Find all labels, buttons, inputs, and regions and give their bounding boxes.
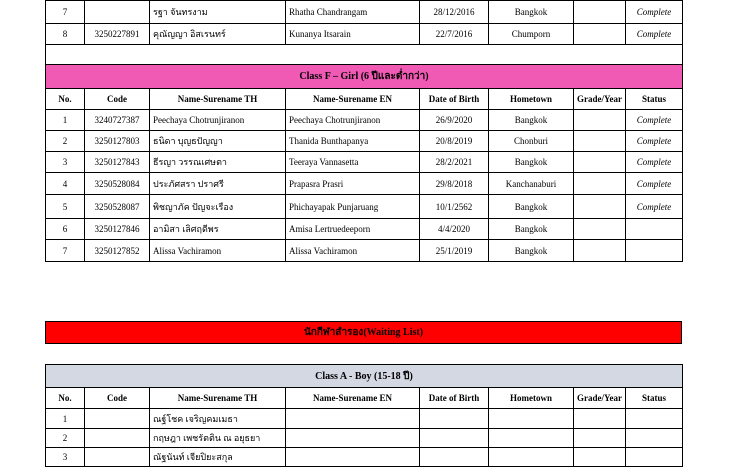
row-grade [574,409,626,429]
row-dob: 10/1/2562 [420,195,489,219]
row-hometown [489,429,574,448]
table-row [46,195,683,219]
row-hometown: Bangkok [489,152,574,173]
row-status: Complete [626,110,683,131]
table-row [46,24,683,45]
row-grade [574,429,626,448]
row-hometown [489,448,574,467]
waiting-list-title: นักกีฬาสำรอง(Waiting List) [46,322,682,344]
row-code: 3250127803 [85,131,150,152]
row-name-en: Amisa Lertruedeeporn [286,219,420,240]
row-hometown: Bangkok [489,1,574,24]
row-code [85,429,150,448]
row-code: 3250227891 [85,24,150,45]
row-status: Complete [626,152,683,173]
row-code: 3250127846 [85,219,150,240]
table-row [46,152,683,173]
table-row [46,409,683,429]
class-a-rows [46,409,683,467]
row-status [626,448,683,467]
spacer-row [46,45,683,65]
row-name-th: ธนิดา บุญธปัญญา [150,131,286,152]
column-header: Date of Birth [420,89,489,110]
row-name-en [286,448,420,467]
row-number: 7 [46,1,85,24]
table-row [46,110,683,131]
row-grade [574,131,626,152]
column-header: Status [626,89,683,110]
row-hometown: Chonburi [489,131,574,152]
column-header: Hometown [489,388,574,409]
row-code: 3250528084 [85,173,150,195]
column-header: Name-Surename EN [286,388,420,409]
row-grade [574,1,626,24]
row-code: 3250528087 [85,195,150,219]
row-number: 4 [46,173,85,195]
table-row [46,1,683,24]
row-dob: 4/4/2020 [420,219,489,240]
row-dob: 25/1/2019 [420,240,489,262]
column-header: No. [46,89,85,110]
row-grade [574,24,626,45]
row-number: 8 [46,24,85,45]
row-dob: 26/9/2020 [420,110,489,131]
row-grade [574,152,626,173]
roster-table [45,0,683,262]
row-code: 3250127843 [85,152,150,173]
row-status: Complete [626,131,683,152]
column-header: Code [85,89,150,110]
column-header: Grade/Year [574,89,626,110]
row-status: Complete [626,24,683,45]
row-number: 1 [46,409,85,429]
waiting-list-table [45,321,682,344]
row-hometown: Bangkok [489,240,574,262]
row-number: 2 [46,131,85,152]
row-dob [420,409,489,429]
row-status: Complete [626,1,683,24]
row-dob: 22/7/2016 [420,24,489,45]
row-status [626,219,683,240]
row-status [626,240,683,262]
row-code [85,409,150,429]
column-header: Code [85,388,150,409]
row-code [85,1,150,24]
row-name-th: ธีรญา วรรณเศษตา [150,152,286,173]
row-code: 3240727387 [85,110,150,131]
column-header: Date of Birth [420,388,489,409]
class-a-header-row [46,388,683,409]
row-grade [574,195,626,219]
row-code [85,448,150,467]
row-name-th: ประภัศสรา ปราศรี [150,173,286,195]
row-hometown: Bangkok [489,110,574,131]
row-name-th: กฤษฎา เพชรัตติน ณ อยุธยา [150,429,286,448]
row-name-th: อามิสา เลิศฤดีพร [150,219,286,240]
row-status [626,429,683,448]
row-hometown: Chumporn [489,24,574,45]
row-number: 2 [46,429,85,448]
row-name-th: Peechaya Chotrunjiranon [150,110,286,131]
column-header: Name-Surename EN [286,89,420,110]
table-row [46,448,683,467]
row-name-th: พิชญาภัค ปัญจะเรือง [150,195,286,219]
row-grade [574,110,626,131]
row-status: Complete [626,195,683,219]
class-a-title: Class A - Boy (15-18 ปี) [46,365,683,388]
row-name-th: รฐา จันทรงาม [150,1,286,24]
row-status [626,409,683,429]
row-hometown: Bangkok [489,219,574,240]
row-name-en: Kunanya Itsarain [286,24,420,45]
class-f-title: Class F – Girl (6 ปีและต่ำกว่า) [46,65,683,89]
class-f-rows [46,110,683,262]
column-header: No. [46,388,85,409]
row-hometown: Kanchanaburi [489,173,574,195]
row-name-en: Thanida Bunthapanya [286,131,420,152]
row-hometown [489,409,574,429]
row-name-en [286,429,420,448]
table-row [46,429,683,448]
row-name-en: Prapasra Prasri [286,173,420,195]
row-name-th: Alissa Vachiramon [150,240,286,262]
table-row [46,131,683,152]
row-dob [420,429,489,448]
row-dob: 20/8/2019 [420,131,489,152]
row-dob [420,448,489,467]
table-row [46,219,683,240]
row-name-en: Phichayapak Punjaruang [286,195,420,219]
table-row [46,173,683,195]
row-name-en: Peechaya Chotrunjiranon [286,110,420,131]
row-number: 1 [46,110,85,131]
row-number: 5 [46,195,85,219]
row-number: 3 [46,448,85,467]
row-name-th: คุณัญญา อิสเรนทร์ [150,24,286,45]
row-dob: 28/2/2021 [420,152,489,173]
row-number: 3 [46,152,85,173]
column-header: Status [626,388,683,409]
row-grade [574,219,626,240]
row-number: 7 [46,240,85,262]
row-grade [574,240,626,262]
row-grade [574,448,626,467]
row-dob: 28/12/2016 [420,1,489,24]
row-number: 6 [46,219,85,240]
row-dob: 29/8/2018 [420,173,489,195]
row-name-th: ณัฐนันท์ เจียปิยะสกุล [150,448,286,467]
row-name-th: ณฐ์โชค เจริญคมเมธา [150,409,286,429]
row-hometown: Bangkok [489,195,574,219]
row-status: Complete [626,173,683,195]
row-grade [574,173,626,195]
table-row [46,240,683,262]
row-name-en: Rhatha Chandrangam [286,1,420,24]
row-name-en [286,409,420,429]
column-header: Hometown [489,89,574,110]
class-f-header-row [46,89,683,110]
previous-class-rows [46,1,683,45]
row-name-en: Teeraya Vannasetta [286,152,420,173]
column-header: Name-Surename TH [150,89,286,110]
column-header: Grade/Year [574,388,626,409]
class-a-table [45,364,683,467]
column-header: Name-Surename TH [150,388,286,409]
row-name-en: Alissa Vachiramon [286,240,420,262]
row-code: 3250127852 [85,240,150,262]
